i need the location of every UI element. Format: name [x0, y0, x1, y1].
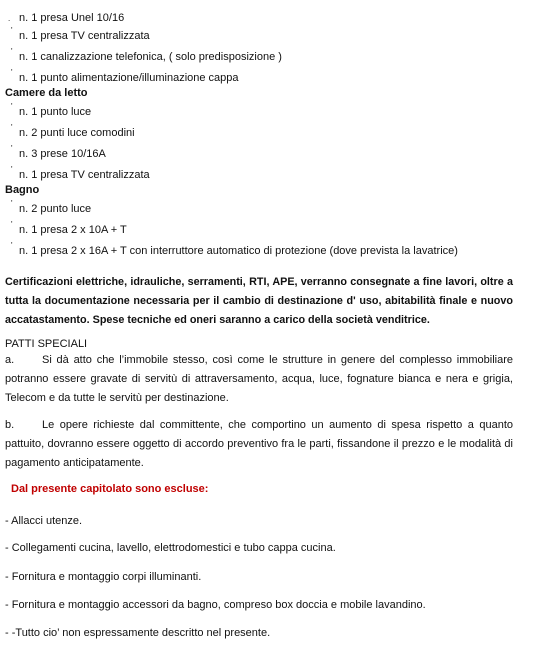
- list-item: n. 1 punto luce: [19, 106, 92, 118]
- section-heading-bedrooms: Camere da letto: [5, 87, 88, 99]
- bullet: ': [11, 68, 13, 77]
- list-item: n. 1 presa TV centralizzata: [19, 30, 150, 42]
- exclusion-item: - Collegamenti cucina, lavello, elettrodomestici e tubo cappa cucina.: [5, 542, 336, 554]
- clause-b-text: Le opere richieste dal committente, che comportino un aumento di spesa rispetto a quanto pattuito, dovranno essere oggetto di accordo preventivo fra le parti, fissandone il prezzo e le modalità di pagamento anticipatamente.: [5, 419, 513, 469]
- list-item: n. 1 presa 2 x 10A + T: [19, 224, 127, 236]
- bullet: ': [11, 123, 13, 132]
- list-item: n. 2 punti luce comodini: [19, 127, 135, 139]
- exclusion-item: - Fornitura e montaggio corpi illuminanti.: [5, 571, 202, 583]
- list-item: n. 3 prese 10/16A: [19, 148, 106, 160]
- certifications-paragraph: Certificazioni elettriche, idrauliche, serramenti, RTI, APE, verranno consegnate a fine lavori, oltre a tutta la documentazione necessaria per il cambio di destinazione d' uso, abitabilità finale e nuovo accatastamento. Spese tecniche ed oneri saranno a carico della società venditrice.: [5, 276, 513, 326]
- list-item: n. 1 presa Unel 10/16: [19, 12, 125, 24]
- bullet: .: [8, 14, 11, 23]
- clause-a-text: Si dà atto che l’immobile stesso, così come le strutture in genere del complesso immobiliare potranno essere gravate di servitù di attraversamento, acqua, luce, fognature bianca e nera e grigia, Telecom e da tutte le servitù per destinazione.: [5, 354, 513, 404]
- exclusion-item: - -Tutto cio’ non espressamente descritto nel presente.: [5, 627, 271, 639]
- list-item: n. 1 canalizzazione telefonica, ( solo predisposizione ): [19, 51, 282, 63]
- bullet: ': [11, 102, 13, 111]
- exclusions-heading: Dal presente capitolato sono escluse:: [11, 483, 209, 495]
- bullet: ': [11, 199, 13, 208]
- list-item: n. 1 presa 2 x 16A + T con interruttore automatico di protezione (dove prevista la lavatrice): [19, 245, 458, 257]
- list-item: n. 2 punto luce: [19, 203, 92, 215]
- bullet: ': [11, 220, 13, 229]
- bullet: ': [11, 241, 13, 250]
- clause-a: [5, 351, 513, 408]
- exclusion-item: - Fornitura e montaggio accessori da bagno, compreso box doccia e mobile lavandino.: [5, 599, 426, 611]
- section-heading-bathroom: Bagno: [5, 184, 40, 196]
- section-heading-patti-speciali: PATTI SPECIALI: [5, 338, 88, 350]
- exclusion-item: - Allacci utenze.: [5, 515, 83, 527]
- bullet: ': [11, 144, 13, 153]
- clause-a-label: a.: [5, 354, 15, 366]
- clause-b-label: b.: [5, 419, 15, 431]
- bullet: ': [11, 26, 13, 35]
- list-item: n. 1 presa TV centralizzata: [19, 169, 150, 181]
- bullet: ': [11, 165, 13, 174]
- bullet: ': [11, 47, 13, 56]
- clause-b: [5, 416, 513, 473]
- list-item: n. 1 punto alimentazione/illuminazione cappa: [19, 72, 239, 84]
